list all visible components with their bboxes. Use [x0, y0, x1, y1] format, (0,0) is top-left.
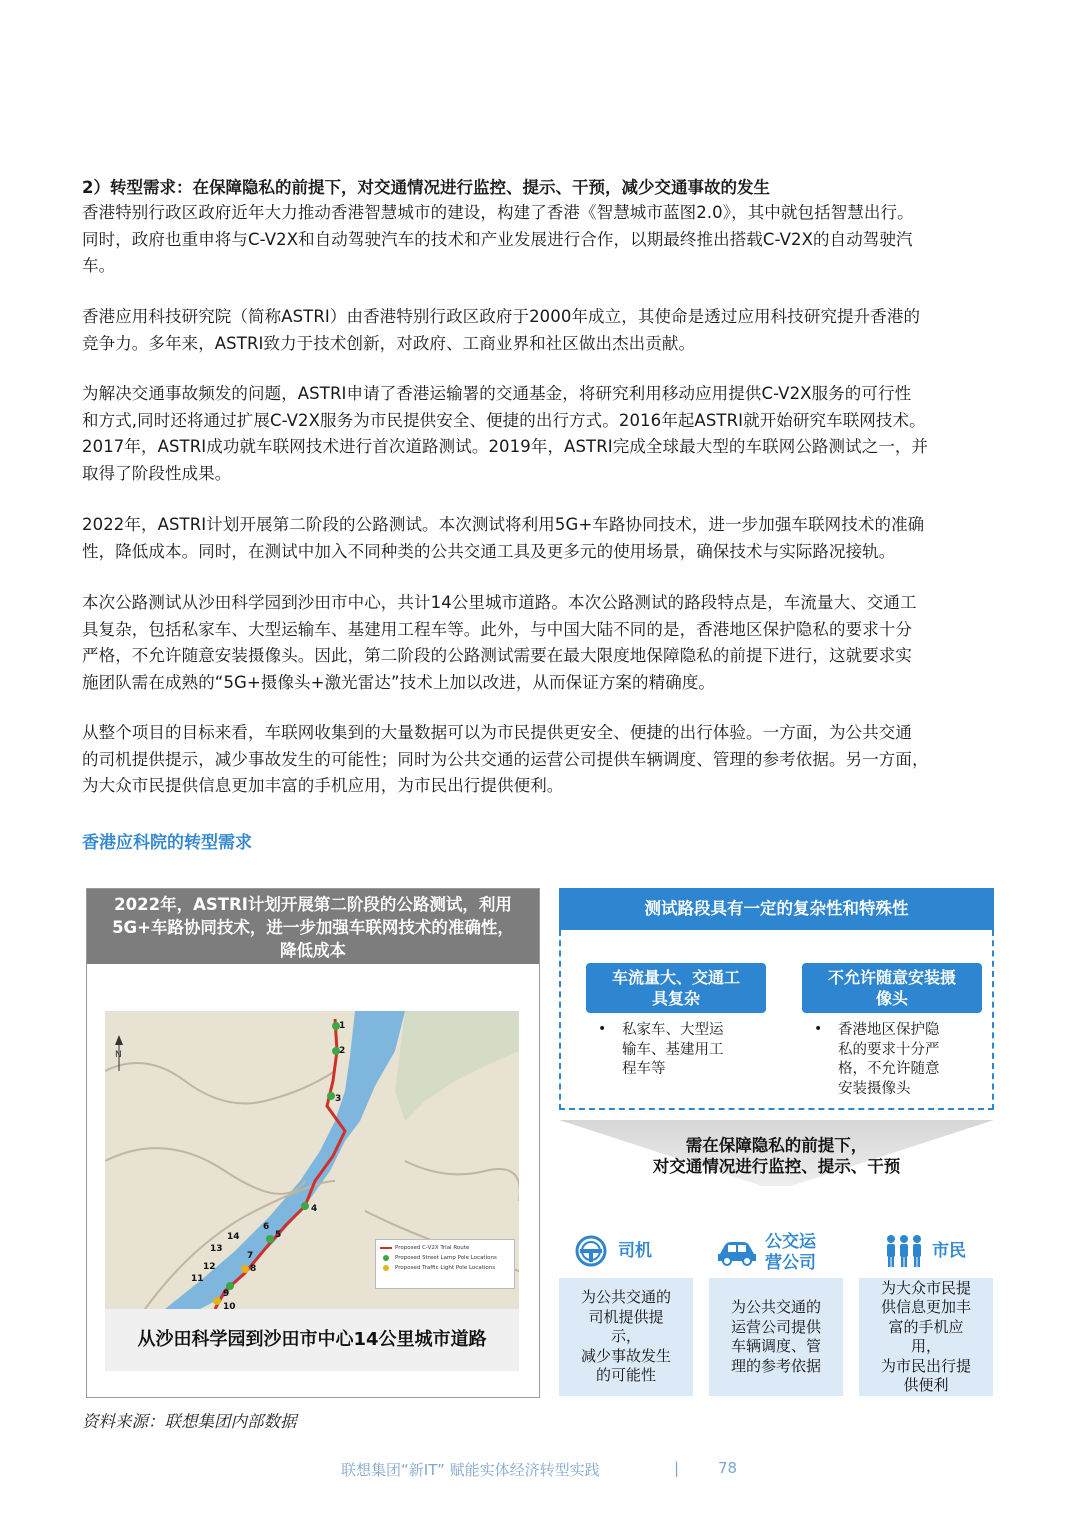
bullet-text-2: 香港地区保护隐 私的要求十分严 格，不允许随意 安装摄像头 — [838, 1022, 940, 1097]
map-label-9: 9 — [223, 1289, 230, 1299]
steering-wheel-icon — [574, 1234, 608, 1268]
map-label-11: 11 — [191, 1274, 204, 1284]
map-label-4: 4 — [311, 1204, 318, 1214]
figure-title: 香港应科院的转型需求 — [82, 833, 252, 853]
map-caption: 从沙田科学园到沙田市中心14公里城市道路 — [105, 1309, 519, 1371]
map-label-3: 3 — [335, 1094, 342, 1104]
left-panel-header: 2022年，ASTRI计划开展第二阶段的公路测试，利用 5G+车路协同技术，进一步加强车联网技术的准确性， 降低成本 — [87, 889, 539, 964]
map-label-13: 13 — [210, 1244, 223, 1254]
car-icon — [716, 1238, 758, 1266]
paragraph-6: 从整个项目的目标来看，车联网收集到的大量数据可以为市民提供更安全、便捷的出行体验。一方面，为公共交通 的司机提供提示，减少事故发生的可能性；同时为公共交通的运营公司提供车辆调度、管理的参考依据。另一方面， 为大众市民提供信息更加丰富的手机应用，为市民出行提供便利。 — [82, 723, 929, 795]
section-heading: 2）转型需求：在保障隐私的前提下，对交通情况进行监控、提示、干预，减少交通事故的发生 — [82, 178, 770, 197]
funnel-text: 需在保障隐私的前提下， 对交通情况进行监控、提示、干预 — [652, 1136, 901, 1176]
map-label-12: 12 — [203, 1262, 216, 1272]
role-label-citizen: 市民 — [932, 1241, 966, 1261]
bullet-dot-2: • — [814, 1021, 823, 1037]
people-icon — [884, 1234, 924, 1268]
role-box-citizen: 为大众市民提 供信息更加丰 富的手机应用， 为市民出行提 供便利 — [859, 1278, 993, 1396]
role-label-operator: 公交运 营公司 — [765, 1232, 816, 1273]
map-label-8: 8 — [250, 1264, 257, 1274]
left-panel — [86, 888, 540, 1398]
map-label-2: 2 — [339, 1046, 346, 1056]
map-label-6: 6 — [263, 1222, 270, 1232]
paragraph-4: 2022年，ASTRI计划开展第二阶段的公路测试。本次测试将利用5G+车路协同技术，进一步加强车联网技术的准确 性，降低成本。同时，在测试中加入不同种类的公共交通工具及更多元的使用场景，确保技术与实际路况接轨。 — [82, 515, 925, 561]
role-box-driver: 为公共交通的 司机提供提示， 减少事故发生 的可能性 — [559, 1278, 693, 1396]
map-label-1: 1 — [339, 1021, 346, 1031]
bullet-dot-1: • — [598, 1021, 607, 1037]
paragraph-1: 香港特别行政区政府近年大力推动香港智慧城市的建设，构建了香港《智慧城市蓝图2.0》，其中就包括智慧出行。 同时，政府也重申将与C-V2X和自动驾驶汽车的技术和产业发展进行合作，以期最终推出搭载C-V2X的自动驾驶汽 车。 — [82, 203, 914, 275]
page-number: 78 — [718, 1459, 738, 1477]
map-label-7: 7 — [247, 1251, 254, 1261]
right-banner: 测试路段具有一定的复杂性和特殊性 — [559, 888, 994, 930]
paragraph-2: 香港应用科技研究院（简称ASTRI）由香港特别行政区政府于2000年成立，其使命是透过应用科技研究提升香港的 竞争力。多年来，ASTRI致力于技术创新，对政府、工商业界和社区做出杰出贡献。 — [82, 307, 921, 353]
role-label-driver: 司机 — [618, 1241, 652, 1261]
paragraph-5: 本次公路测试从沙田科学园到沙田市中心，共计14公里城市道路。本次公路测试的路段特点是，车流量大、交通工 具复杂，包括私家车、大型运输车、基建用工程车等。此外，与中国大陆不同的是，香港地区保护隐私的要求十分 严格，不允许随意安装摄像头。因此，第二阶段的公路测试需要在最大限度地保障隐私的前提下进行，这就要求实 施团队需在成熟的“5G+摄像头+激光雷达”技术上加以改进，从而保证方案的精确度。 — [82, 593, 917, 692]
feature-box-traffic: 车流量大、交通工 具复杂 — [586, 963, 766, 1013]
map-label-5: 5 — [275, 1230, 282, 1240]
map-label-10: 10 — [223, 1302, 236, 1309]
map-label-14: 14 — [227, 1232, 240, 1242]
route-map — [105, 1011, 519, 1309]
svg-text:N: N — [115, 1050, 122, 1060]
footer-title: 联想集团“新IT” 赋能实体经济转型实践 — [341, 1461, 600, 1479]
role-box-operator: 为公共交通的 运营公司提供 车辆调度、管 理的参考依据 — [709, 1278, 843, 1396]
paragraph-3: 为解决交通事故频发的问题，ASTRI申请了香港运输署的交通基金，将研究利用移动应用提供C-V2X服务的可行性 和方式,同时还将通过扩展C-V2X服务为市民提供安全、便捷的出行方式。2016年起ASTRI就开始研究车联网技术。 2017年，ASTRI成功就车联网技术进行首次道路测试。2019年，ASTRI完成全球最大型的车联网公路测试之一，并 取得了阶段性成果。 — [82, 384, 929, 483]
map-legend: Proposed C-V2X Trial Route Proposed Street Lamp Pole Locations Proposed Traffic Light Pole Locations — [375, 1239, 515, 1289]
source-note: 资料来源：联想集团内部数据 — [82, 1412, 297, 1431]
feature-box-camera: 不允许随意安装摄 像头 — [802, 963, 982, 1013]
bullet-text-1: 私家车、大型运 输车、基建用工 程车等 — [622, 1022, 724, 1077]
footer-separator: | — [674, 1459, 680, 1477]
